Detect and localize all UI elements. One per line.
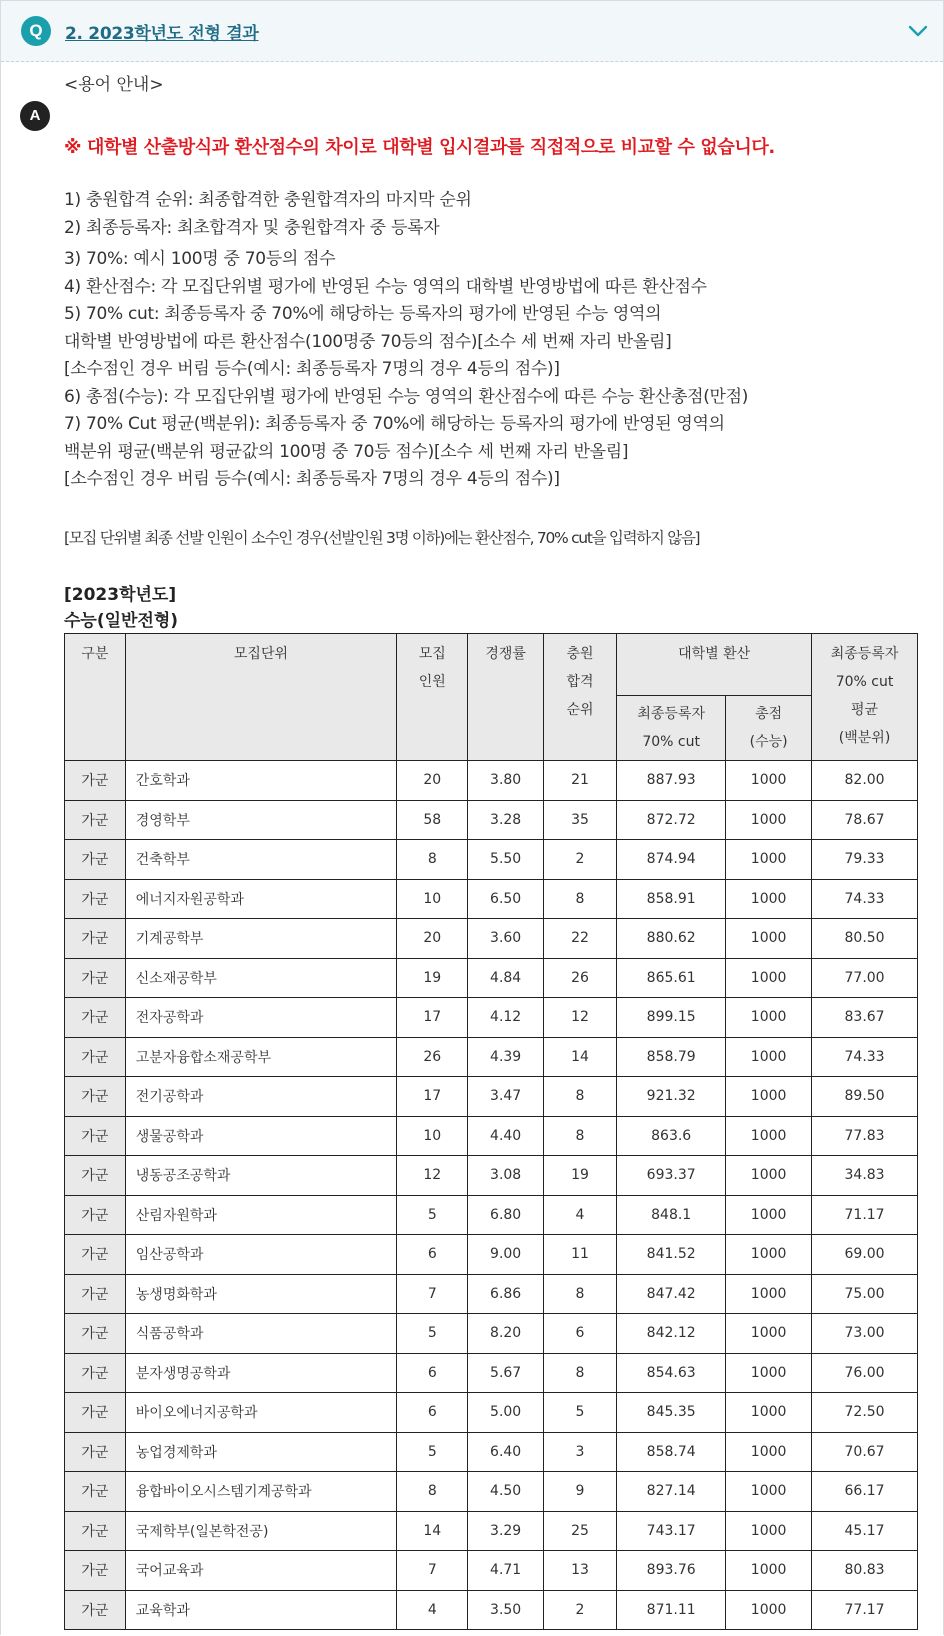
cell-waitlist-rank: 3 bbox=[543, 1432, 616, 1472]
cell-quota: 14 bbox=[397, 1511, 468, 1551]
cell-quota: 4 bbox=[397, 1590, 468, 1630]
cell-unit: 바이오에너지공학과 bbox=[125, 1393, 396, 1433]
definition-line: 7) 70% Cut 평균(백분위): 최종등록자 중 70%에 해당하는 등록자의 평가에 반영된 영역의 bbox=[64, 414, 725, 434]
cell-cut70: 841.52 bbox=[617, 1235, 726, 1275]
answer-badge: A bbox=[20, 101, 50, 131]
cell-waitlist-rank: 21 bbox=[543, 761, 616, 801]
header-total: 총점 (수능) bbox=[726, 696, 812, 761]
cell-competition: 4.71 bbox=[468, 1551, 543, 1591]
cell-percentile: 82.00 bbox=[812, 761, 918, 801]
table-row bbox=[65, 1472, 918, 1512]
cell-competition: 4.40 bbox=[468, 1116, 543, 1156]
cell-percentile: 69.00 bbox=[812, 1235, 918, 1275]
cell-waitlist-rank: 11 bbox=[543, 1235, 616, 1275]
cell-quota: 7 bbox=[397, 1551, 468, 1591]
cell-cut70: 827.14 bbox=[617, 1472, 726, 1512]
header-unit: 모집단위 bbox=[125, 634, 396, 761]
header-conversion: 대학별 환산 bbox=[617, 634, 812, 696]
cell-percentile: 34.83 bbox=[812, 1156, 918, 1196]
cell-competition: 3.29 bbox=[468, 1511, 543, 1551]
cell-quota: 10 bbox=[397, 1116, 468, 1156]
cell-category: 가군 bbox=[65, 1156, 126, 1196]
cell-cut70: 871.11 bbox=[617, 1590, 726, 1630]
cell-total: 1000 bbox=[726, 761, 812, 801]
cell-cut70: 893.76 bbox=[617, 1551, 726, 1591]
cell-percentile: 76.00 bbox=[812, 1353, 918, 1393]
cell-unit: 분자생명공학과 bbox=[125, 1353, 396, 1393]
cell-waitlist-rank: 6 bbox=[543, 1314, 616, 1354]
cell-quota: 6 bbox=[397, 1353, 468, 1393]
cell-unit: 산림자원학과 bbox=[125, 1195, 396, 1235]
table-row bbox=[65, 1037, 918, 1077]
cell-unit: 전기공학과 bbox=[125, 1077, 396, 1117]
cell-competition: 6.50 bbox=[468, 879, 543, 919]
cell-quota: 8 bbox=[397, 1472, 468, 1512]
cell-category: 가군 bbox=[65, 919, 126, 959]
cell-competition: 6.80 bbox=[468, 1195, 543, 1235]
cell-unit: 국제학부(일본학전공) bbox=[125, 1511, 396, 1551]
cell-category: 가군 bbox=[65, 1037, 126, 1077]
cell-cut70: 858.91 bbox=[617, 879, 726, 919]
cell-total: 1000 bbox=[726, 1314, 812, 1354]
cell-unit: 냉동공조공학과 bbox=[125, 1156, 396, 1196]
cell-waitlist-rank: 8 bbox=[543, 1077, 616, 1117]
table-row bbox=[65, 1432, 918, 1472]
question-header[interactable] bbox=[1, 1, 943, 62]
cell-waitlist-rank: 8 bbox=[543, 879, 616, 919]
cell-waitlist-rank: 26 bbox=[543, 958, 616, 998]
cell-total: 1000 bbox=[726, 1274, 812, 1314]
cell-quota: 5 bbox=[397, 1314, 468, 1354]
cell-competition: 3.80 bbox=[468, 761, 543, 801]
cell-percentile: 66.17 bbox=[812, 1472, 918, 1512]
table-row bbox=[65, 919, 918, 959]
question-title-link[interactable]: 2. 2023학년도 전형 결과 bbox=[65, 24, 259, 44]
cell-competition: 4.39 bbox=[468, 1037, 543, 1077]
cell-percentile: 74.33 bbox=[812, 1037, 918, 1077]
cell-total: 1000 bbox=[726, 1432, 812, 1472]
definition-line: 백분위 평균(백분위 평균값의 100명 중 70등 점수)[소수 세 번째 자리 반올림] bbox=[64, 441, 629, 462]
definition-line: 대학별 반영방법에 따른 환산점수(100명중 70등의 점수)[소수 세 번째 자리 반올림] bbox=[64, 331, 672, 352]
cell-waitlist-rank: 22 bbox=[543, 919, 616, 959]
cell-cut70: 848.1 bbox=[617, 1195, 726, 1235]
cell-category: 가군 bbox=[65, 1353, 126, 1393]
definition-line: [소수점인 경우 버림 등수(예시: 최종등록자 7명의 경우 4등의 점수)] bbox=[64, 469, 560, 489]
cell-percentile: 71.17 bbox=[812, 1195, 918, 1235]
cell-unit: 에너지자원공학과 bbox=[125, 879, 396, 919]
table-row bbox=[65, 1353, 918, 1393]
cell-unit: 건축학부 bbox=[125, 840, 396, 880]
cell-percentile: 77.17 bbox=[812, 1590, 918, 1630]
table-row bbox=[65, 879, 918, 919]
cell-competition: 3.28 bbox=[468, 800, 543, 840]
cell-waitlist-rank: 8 bbox=[543, 1116, 616, 1156]
definition-line: 2) 최종등록자: 최초합격자 및 충원합격자 중 등록자 bbox=[64, 217, 440, 238]
cell-cut70: 845.35 bbox=[617, 1393, 726, 1433]
cell-category: 가군 bbox=[65, 840, 126, 880]
cell-unit: 경영학부 bbox=[125, 800, 396, 840]
cell-waitlist-rank: 2 bbox=[543, 1590, 616, 1630]
cell-unit: 임산공학과 bbox=[125, 1235, 396, 1275]
table-row bbox=[65, 1235, 918, 1275]
cell-category: 가군 bbox=[65, 1393, 126, 1433]
cell-waitlist-rank: 5 bbox=[543, 1393, 616, 1433]
cell-unit: 신소재공학부 bbox=[125, 958, 396, 998]
cell-cut70: 865.61 bbox=[617, 958, 726, 998]
cell-total: 1000 bbox=[726, 1156, 812, 1196]
cell-quota: 8 bbox=[397, 840, 468, 880]
cell-competition: 3.08 bbox=[468, 1156, 543, 1196]
cell-unit: 농생명화학과 bbox=[125, 1274, 396, 1314]
table-row bbox=[65, 958, 918, 998]
chevron-down-icon[interactable] bbox=[907, 21, 929, 41]
cell-unit: 간호학과 bbox=[125, 761, 396, 801]
cell-cut70: 842.12 bbox=[617, 1314, 726, 1354]
definition-line: 1) 충원합격 순위: 최종합격한 충원합격자의 마지막 순위 bbox=[64, 190, 472, 210]
cell-competition: 5.00 bbox=[468, 1393, 543, 1433]
cell-quota: 19 bbox=[397, 958, 468, 998]
cell-quota: 10 bbox=[397, 879, 468, 919]
cell-unit: 전자공학과 bbox=[125, 998, 396, 1038]
cell-category: 가군 bbox=[65, 1116, 126, 1156]
table-row bbox=[65, 840, 918, 880]
cell-waitlist-rank: 35 bbox=[543, 800, 616, 840]
definition-line: 6) 총점(수능): 각 모집단위별 평가에 반영된 수능 영역의 환산점수에 따른 수능 환산총점(만점) bbox=[64, 386, 749, 407]
cell-percentile: 75.00 bbox=[812, 1274, 918, 1314]
cell-total: 1000 bbox=[726, 1037, 812, 1077]
cell-competition: 5.50 bbox=[468, 840, 543, 880]
cell-total: 1000 bbox=[726, 840, 812, 880]
cell-unit: 기계공학부 bbox=[125, 919, 396, 959]
cell-cut70: 858.79 bbox=[617, 1037, 726, 1077]
cell-competition: 6.40 bbox=[468, 1432, 543, 1472]
cell-cut70: 863.6 bbox=[617, 1116, 726, 1156]
table-row bbox=[65, 761, 918, 801]
cell-total: 1000 bbox=[726, 1511, 812, 1551]
cell-category: 가군 bbox=[65, 1195, 126, 1235]
cell-quota: 7 bbox=[397, 1274, 468, 1314]
cell-category: 가군 bbox=[65, 1590, 126, 1630]
header-category: 구분 bbox=[65, 634, 126, 761]
cell-competition: 8.20 bbox=[468, 1314, 543, 1354]
cell-percentile: 77.00 bbox=[812, 958, 918, 998]
definition-line: 4) 환산점수: 각 모집단위별 평가에 반영된 수능 영역의 대학별 반영방법에 따른 환산점수 bbox=[64, 276, 707, 297]
cell-cut70: 887.93 bbox=[617, 761, 726, 801]
cell-cut70: 743.17 bbox=[617, 1511, 726, 1551]
cell-quota: 17 bbox=[397, 998, 468, 1038]
cell-waitlist-rank: 14 bbox=[543, 1037, 616, 1077]
cell-category: 가군 bbox=[65, 958, 126, 998]
term-guide-title: <용어 안내> bbox=[64, 75, 164, 95]
cell-total: 1000 bbox=[726, 800, 812, 840]
table-row bbox=[65, 1551, 918, 1591]
table-row bbox=[65, 998, 918, 1038]
cell-quota: 5 bbox=[397, 1432, 468, 1472]
cell-total: 1000 bbox=[726, 1472, 812, 1512]
cell-total: 1000 bbox=[726, 1235, 812, 1275]
cell-total: 1000 bbox=[726, 1551, 812, 1591]
cell-quota: 20 bbox=[397, 919, 468, 959]
cell-category: 가군 bbox=[65, 1235, 126, 1275]
table-row bbox=[65, 1156, 918, 1196]
cell-percentile: 80.83 bbox=[812, 1551, 918, 1591]
table-row bbox=[65, 1393, 918, 1433]
cell-category: 가군 bbox=[65, 1077, 126, 1117]
selection-note: [모집 단위별 최종 선발 인원이 소수인 경우(선발인원 3명 이하)에는 환산점수, 70% cut을 입력하지 않음] bbox=[64, 529, 700, 547]
cell-total: 1000 bbox=[726, 879, 812, 919]
cell-competition: 4.84 bbox=[468, 958, 543, 998]
table-row bbox=[65, 1314, 918, 1354]
cell-waitlist-rank: 8 bbox=[543, 1353, 616, 1393]
definition-line: 3) 70%: 예시 100명 중 70등의 점수 bbox=[64, 249, 336, 269]
cell-cut70: 854.63 bbox=[617, 1353, 726, 1393]
cell-unit: 농업경제학과 bbox=[125, 1432, 396, 1472]
header-quota: 모집 인원 bbox=[397, 634, 468, 761]
cell-quota: 58 bbox=[397, 800, 468, 840]
cell-unit: 고분자융합소재공학부 bbox=[125, 1037, 396, 1077]
table-row bbox=[65, 1195, 918, 1235]
cell-cut70: 693.37 bbox=[617, 1156, 726, 1196]
cell-waitlist-rank: 8 bbox=[543, 1274, 616, 1314]
cell-waitlist-rank: 2 bbox=[543, 840, 616, 880]
definition-line: 5) 70% cut: 최종등록자 중 70%에 해당하는 등록자의 평가에 반영된 수능 영역의 bbox=[64, 304, 662, 324]
cell-cut70: 858.74 bbox=[617, 1432, 726, 1472]
table-row bbox=[65, 1511, 918, 1551]
cell-category: 가군 bbox=[65, 800, 126, 840]
cell-quota: 6 bbox=[397, 1235, 468, 1275]
cell-unit: 교육학과 bbox=[125, 1590, 396, 1630]
cell-cut70: 847.42 bbox=[617, 1274, 726, 1314]
cell-waitlist-rank: 9 bbox=[543, 1472, 616, 1512]
cell-category: 가군 bbox=[65, 1432, 126, 1472]
cell-percentile: 89.50 bbox=[812, 1077, 918, 1117]
cell-total: 1000 bbox=[726, 1195, 812, 1235]
cell-quota: 17 bbox=[397, 1077, 468, 1117]
cell-waitlist-rank: 13 bbox=[543, 1551, 616, 1591]
header-percentile: 최종등록자 70% cut 평균 (백분위) bbox=[812, 634, 918, 761]
cell-quota: 26 bbox=[397, 1037, 468, 1077]
cell-competition: 4.12 bbox=[468, 998, 543, 1038]
cell-quota: 20 bbox=[397, 761, 468, 801]
cell-competition: 3.50 bbox=[468, 1590, 543, 1630]
cell-total: 1000 bbox=[726, 998, 812, 1038]
cell-percentile: 70.67 bbox=[812, 1432, 918, 1472]
table-row bbox=[65, 1274, 918, 1314]
cell-cut70: 899.15 bbox=[617, 998, 726, 1038]
header-competition: 경쟁률 bbox=[468, 634, 543, 761]
cell-quota: 12 bbox=[397, 1156, 468, 1196]
cell-category: 가군 bbox=[65, 1472, 126, 1512]
cell-cut70: 874.94 bbox=[617, 840, 726, 880]
cell-competition: 4.50 bbox=[468, 1472, 543, 1512]
cell-total: 1000 bbox=[726, 1590, 812, 1630]
question-badge: Q bbox=[21, 16, 51, 46]
header-waitlist: 충원 합격 순위 bbox=[543, 634, 616, 761]
cell-category: 가군 bbox=[65, 1551, 126, 1591]
cell-unit: 국어교육과 bbox=[125, 1551, 396, 1591]
cell-total: 1000 bbox=[726, 1353, 812, 1393]
definition-line: [소수점인 경우 버림 등수(예시: 최종등록자 7명의 경우 4등의 점수)] bbox=[64, 359, 560, 379]
cell-category: 가군 bbox=[65, 998, 126, 1038]
cell-unit: 생물공학과 bbox=[125, 1116, 396, 1156]
cell-total: 1000 bbox=[726, 1393, 812, 1433]
cell-cut70: 872.72 bbox=[617, 800, 726, 840]
cell-percentile: 83.67 bbox=[812, 998, 918, 1038]
cell-unit: 식품공학과 bbox=[125, 1314, 396, 1354]
cell-percentile: 72.50 bbox=[812, 1393, 918, 1433]
cell-waitlist-rank: 25 bbox=[543, 1511, 616, 1551]
cell-percentile: 73.00 bbox=[812, 1314, 918, 1354]
cell-competition: 5.67 bbox=[468, 1353, 543, 1393]
table-heading: 수능(일반전형) bbox=[64, 611, 179, 631]
warning-notice: ※ 대학별 산출방식과 환산점수의 차이로 대학별 입시결과를 직접적으로 비교할 수 없습니다. bbox=[64, 137, 775, 158]
table-row bbox=[65, 800, 918, 840]
cell-category: 가군 bbox=[65, 761, 126, 801]
term-definitions bbox=[64, 187, 924, 494]
admission-results-table bbox=[64, 633, 918, 1630]
year-heading: [2023학년도] bbox=[64, 585, 177, 605]
table-row bbox=[65, 1590, 918, 1630]
cell-category: 가군 bbox=[65, 1274, 126, 1314]
cell-category: 가군 bbox=[65, 879, 126, 919]
cell-waitlist-rank: 4 bbox=[543, 1195, 616, 1235]
cell-category: 가군 bbox=[65, 1314, 126, 1354]
cell-quota: 6 bbox=[397, 1393, 468, 1433]
cell-total: 1000 bbox=[726, 919, 812, 959]
cell-waitlist-rank: 19 bbox=[543, 1156, 616, 1196]
cell-percentile: 78.67 bbox=[812, 800, 918, 840]
cell-competition: 6.86 bbox=[468, 1274, 543, 1314]
cell-percentile: 79.33 bbox=[812, 840, 918, 880]
table-row bbox=[65, 1077, 918, 1117]
cell-percentile: 45.17 bbox=[812, 1511, 918, 1551]
table-row bbox=[65, 1116, 918, 1156]
cell-competition: 3.60 bbox=[468, 919, 543, 959]
cell-waitlist-rank: 12 bbox=[543, 998, 616, 1038]
cell-total: 1000 bbox=[726, 958, 812, 998]
cell-competition: 9.00 bbox=[468, 1235, 543, 1275]
cell-unit: 융합바이오시스템기계공학과 bbox=[125, 1472, 396, 1512]
cell-total: 1000 bbox=[726, 1077, 812, 1117]
header-cut70: 최종등록자 70% cut bbox=[617, 696, 726, 761]
cell-category: 가군 bbox=[65, 1511, 126, 1551]
cell-quota: 5 bbox=[397, 1195, 468, 1235]
cell-cut70: 921.32 bbox=[617, 1077, 726, 1117]
cell-cut70: 880.62 bbox=[617, 919, 726, 959]
cell-total: 1000 bbox=[726, 1116, 812, 1156]
cell-percentile: 77.83 bbox=[812, 1116, 918, 1156]
cell-competition: 3.47 bbox=[468, 1077, 543, 1117]
cell-percentile: 74.33 bbox=[812, 879, 918, 919]
cell-percentile: 80.50 bbox=[812, 919, 918, 959]
